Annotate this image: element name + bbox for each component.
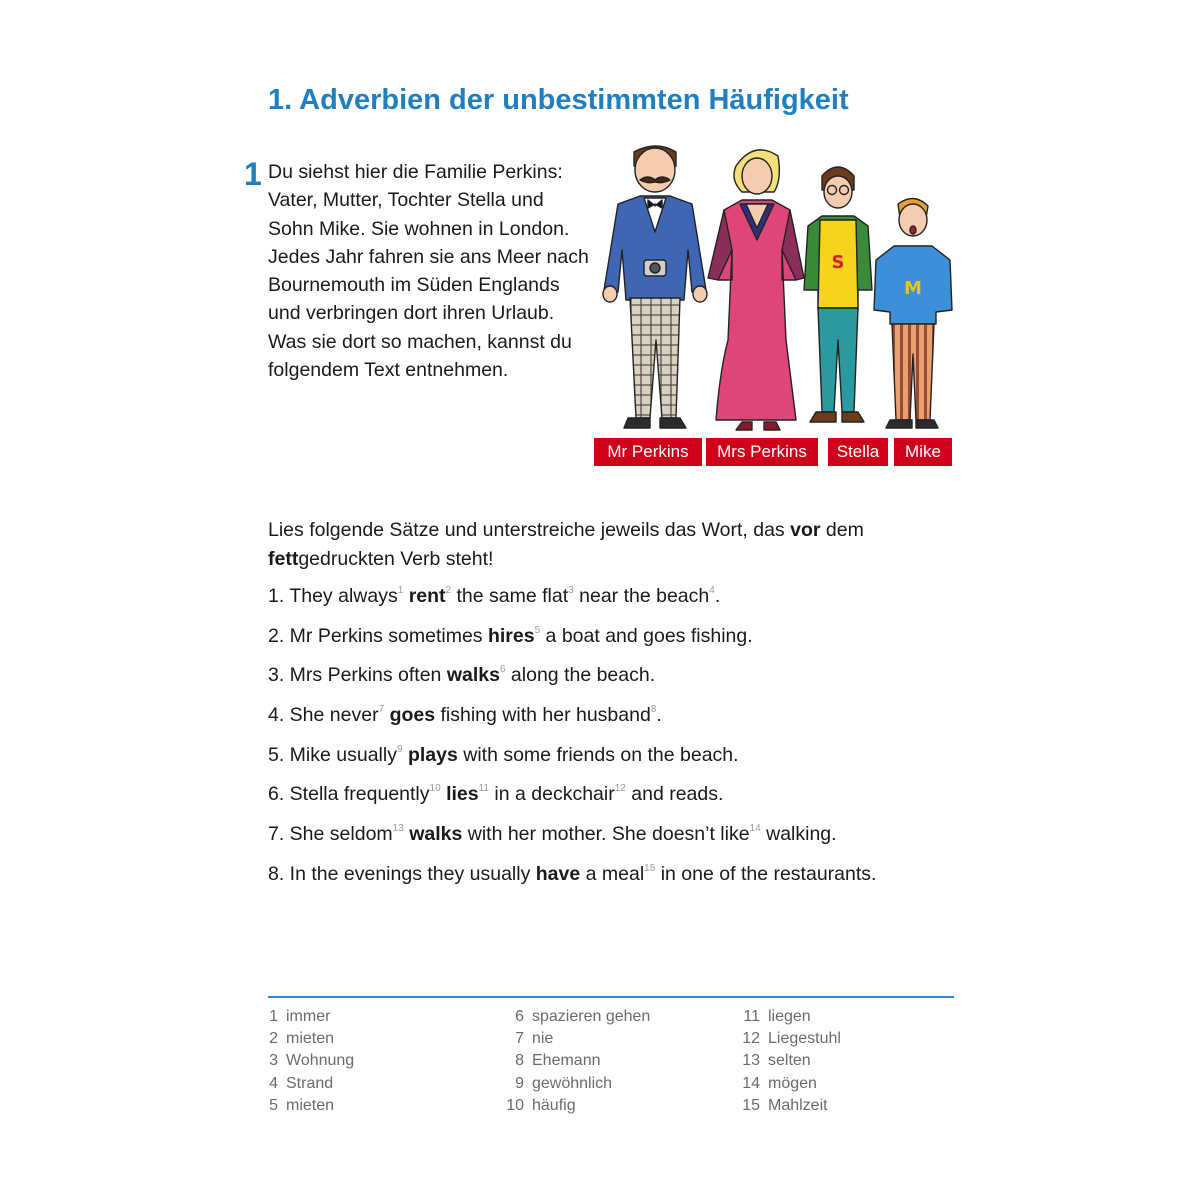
vocabulary-number: 8 [515, 1052, 524, 1070]
vocabulary-item [506, 1028, 650, 1050]
vocabulary-word: immer [286, 1008, 331, 1025]
vocabulary-item [742, 1028, 841, 1050]
vocabulary-item [268, 1073, 354, 1095]
vocabulary-word: liegen [768, 1008, 811, 1025]
exercise-sentence [268, 699, 876, 739]
footnote-marker: 6 [499, 664, 506, 676]
intro-text [268, 158, 613, 384]
footnote-marker: 9 [396, 743, 403, 755]
text-run: walking. [760, 823, 837, 846]
vocabulary-column [742, 1006, 841, 1117]
bold-word: walks [409, 823, 463, 846]
text-run: . [656, 704, 662, 727]
text-run: 7. She seldom [268, 823, 393, 846]
text-run: 1. They always [268, 585, 398, 607]
footnote-marker: 5 [534, 624, 541, 636]
footnote-marker: 14 [749, 823, 761, 835]
vocabulary-item [742, 1095, 841, 1117]
exercise-sentence [268, 659, 876, 699]
text-run: 3. Mrs Perkins often [268, 664, 447, 687]
text-run: 2. Mr Perkins sometimes [268, 624, 488, 647]
vocabulary-number: 15 [742, 1096, 760, 1114]
vocabulary-number: 9 [515, 1074, 524, 1092]
intro-line: Vater, Mutter, Tochter Stella und [268, 189, 544, 212]
vocabulary-word: Ehemann [532, 1052, 601, 1070]
mr-perkins-figure [603, 146, 707, 428]
footnote-marker: 13 [392, 823, 404, 835]
vocabulary-item [742, 1006, 841, 1028]
footnote-marker: 11 [478, 783, 489, 795]
exercise-sentence [268, 818, 876, 858]
vocabulary-number: 3 [269, 1052, 278, 1070]
exercise-sentence [268, 739, 876, 779]
vocabulary-number: 4 [269, 1074, 278, 1092]
text-run: in one of the restaurants. [655, 862, 877, 885]
text-run: dem [820, 519, 864, 541]
bold-word: walks [446, 664, 500, 687]
label-mrs-perkins: Mrs Perkins [706, 438, 818, 466]
footnote-marker: 3 [568, 585, 574, 596]
footnote-marker: 12 [614, 783, 626, 795]
vocabulary-item [268, 1006, 354, 1028]
sweater-letter-s: S [831, 252, 845, 273]
vocabulary-word: gewöhnlich [532, 1074, 613, 1092]
label-mike: Mike [894, 438, 952, 466]
text-run: 6. Stella frequently [268, 783, 430, 806]
bold-word: goes [389, 704, 436, 727]
vocabulary-number: 13 [742, 1052, 760, 1070]
vocabulary-number: 2 [269, 1030, 278, 1048]
vocabulary-item [506, 1095, 650, 1117]
bold-word: have [535, 862, 581, 885]
vocabulary-number: 1 [269, 1008, 278, 1025]
vocabulary-item [268, 1028, 354, 1050]
vocabulary-item [268, 1095, 354, 1117]
vocabulary-word: Mahlzeit [768, 1096, 828, 1114]
vocabulary-word: nie [532, 1030, 554, 1048]
vocabulary-number: 10 [506, 1096, 524, 1114]
page-title: 1. Adverbien der unbestimmten Häufigkeit [268, 84, 849, 116]
vocabulary-word: Strand [286, 1074, 334, 1092]
intro-line: Bournemouth im Süden Englands [268, 274, 560, 297]
bold-word: vor [790, 519, 821, 541]
vocabulary-item [506, 1050, 650, 1072]
vocabulary-number: 6 [515, 1008, 524, 1025]
intro-line: Du siehst hier die Familie Perkins: [268, 161, 563, 183]
exercise-sentence [268, 858, 876, 898]
exercise-sentence [268, 580, 876, 620]
vocabulary-item [742, 1073, 841, 1095]
text-run: along the beach. [505, 664, 656, 687]
vocabulary-item [742, 1050, 841, 1072]
intro-line: Was sie dort so machen, kannst du [268, 330, 572, 353]
vocabulary-number: 11 [743, 1008, 760, 1025]
bold-word: lies [446, 783, 479, 806]
vocabulary-word: spazieren gehen [532, 1008, 651, 1025]
exercise-number: 1 [244, 156, 262, 192]
footnote-marker: 10 [429, 783, 441, 795]
vocabulary-column [506, 1006, 650, 1117]
bold-word: rent [408, 585, 446, 607]
mrs-perkins-figure [708, 150, 804, 430]
text-run: with some friends on the beach. [457, 743, 739, 766]
sweater-letter-m: M [904, 278, 922, 299]
bold-word: plays [407, 743, 458, 766]
vocabulary-divider [268, 996, 954, 998]
vocabulary-item [268, 1050, 354, 1072]
vocabulary-number: 7 [515, 1030, 524, 1048]
intro-line: Sohn Mike. Sie wohnen in London. [268, 217, 570, 240]
text-run: near the beach [573, 585, 710, 607]
text-run: with her mother. She doesn’t like [462, 823, 750, 846]
text-run: a boat and goes fishing. [540, 624, 753, 647]
bold-word: fett [268, 548, 299, 570]
text-run: a meal [580, 862, 645, 885]
footnote-marker: 2 [445, 585, 452, 596]
family-illustration [596, 140, 954, 436]
vocabulary-word: mögen [768, 1074, 817, 1092]
vocabulary-item [506, 1006, 650, 1028]
text-run: 5. Mike usually [268, 743, 397, 766]
text-run: 4. She never [268, 704, 379, 727]
text-run: 8. In the evenings they usually [268, 862, 536, 885]
sentence-list [268, 580, 876, 898]
text-run: Lies folgende Sätze und unterstreiche jeweils das Wort, das [268, 519, 791, 541]
intro-line: folgendem Text entnehmen. [268, 359, 509, 382]
footnote-marker: 7 [378, 704, 385, 716]
footnote-marker: 15 [644, 862, 656, 874]
exercise-sentence [268, 620, 876, 660]
vocabulary-word: Wohnung [286, 1052, 355, 1070]
vocabulary-word: Liegestuhl [768, 1030, 841, 1048]
footnote-marker: 4 [709, 585, 715, 596]
stella-figure [804, 167, 872, 422]
vocabulary-word: mieten [286, 1030, 335, 1048]
intro-line: Jedes Jahr fahren sie ans Meer nach [268, 245, 589, 268]
footnote-marker: 8 [650, 704, 657, 716]
text-run: the same flat [451, 585, 569, 607]
text-run: gedruckten Verb steht! [298, 548, 494, 570]
vocabulary-word: selten [768, 1052, 811, 1070]
vocabulary-word: mieten [286, 1096, 335, 1114]
vocabulary-word: häufig [532, 1096, 576, 1114]
vocabulary-column [268, 1006, 354, 1117]
vocabulary-number: 5 [269, 1096, 278, 1114]
text-run: and reads. [625, 783, 724, 806]
vocabulary-item [506, 1073, 650, 1095]
mike-figure [874, 198, 952, 428]
label-mr-perkins: Mr Perkins [594, 438, 702, 466]
footnote-marker: 1 [397, 585, 404, 596]
exercise-sentence [268, 778, 876, 818]
vocabulary-number: 12 [742, 1030, 760, 1048]
instruction-text [268, 516, 928, 574]
vocabulary-number: 14 [742, 1074, 760, 1092]
text-run: in a deckchair [488, 783, 615, 806]
bold-word: hires [487, 624, 535, 647]
text-run: . [714, 585, 721, 607]
text-run: fishing with her husband [435, 704, 651, 727]
label-stella: Stella [828, 438, 888, 466]
intro-line: und verbringen dort ihren Urlaub. [268, 302, 555, 325]
